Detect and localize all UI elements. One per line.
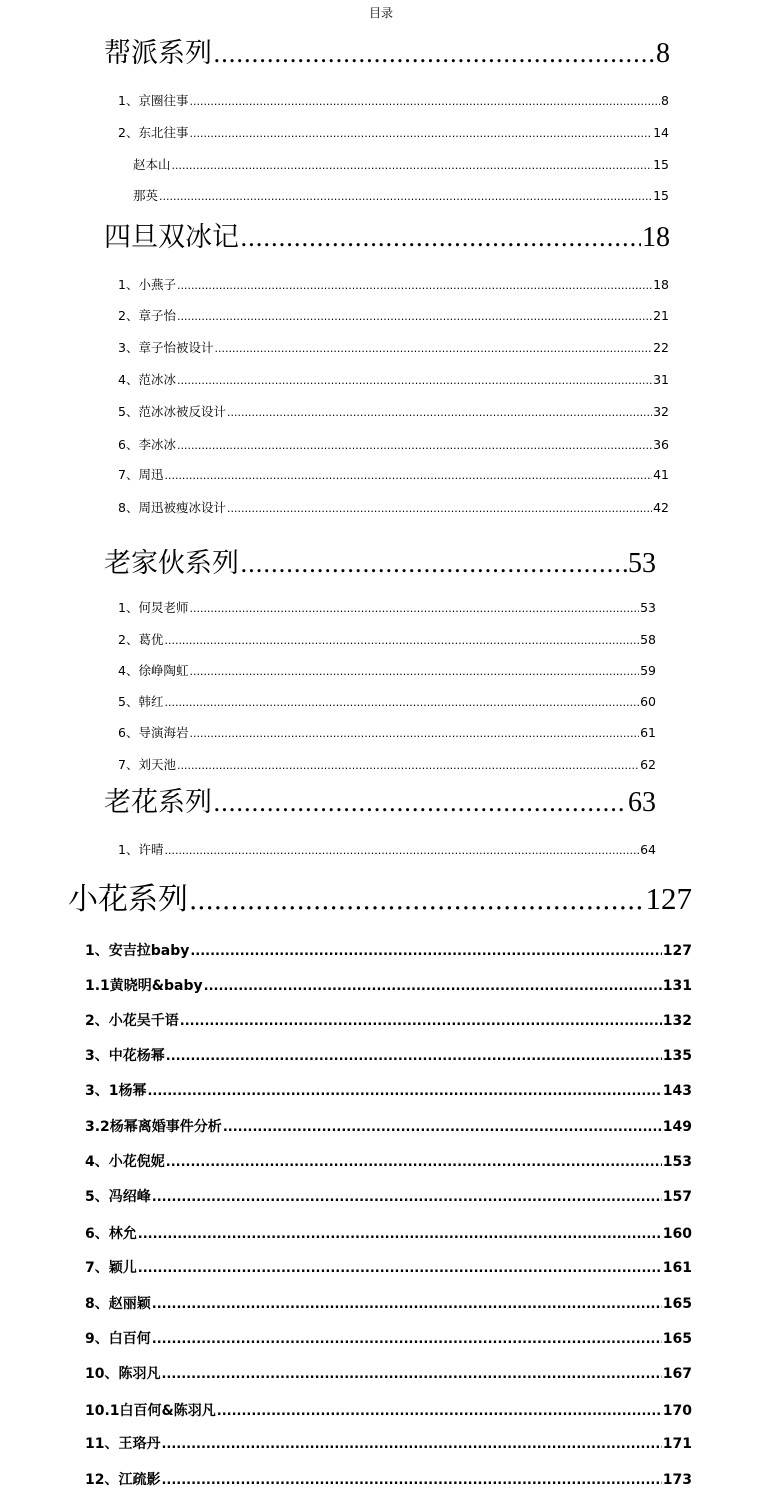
- entry-page-number: 14: [653, 125, 669, 140]
- dot-leader: [166, 1153, 662, 1173]
- entry-title: 7、颖儿: [85, 1260, 137, 1276]
- entry-title: 6、导演海岩: [118, 725, 189, 740]
- dot-leader: [189, 93, 660, 111]
- toc-entry[interactable]: [85, 1434, 692, 1454]
- toc-entry[interactable]: [118, 756, 656, 774]
- dot-leader: [147, 1082, 661, 1102]
- toc-section-heading[interactable]: [104, 221, 670, 255]
- toc-entry[interactable]: [118, 662, 656, 680]
- dot-leader: [138, 1225, 662, 1245]
- section-title: 小花系列: [68, 882, 188, 917]
- dot-leader: [223, 1118, 662, 1138]
- entry-page-number: 22: [653, 340, 669, 355]
- toc-entry[interactable]: [85, 1329, 692, 1349]
- section-page-number: 53: [628, 548, 656, 579]
- toc-entry[interactable]: [118, 92, 669, 110]
- dot-leader: [152, 1188, 662, 1208]
- entry-page-number: 157: [662, 1189, 692, 1205]
- dot-leader: [213, 786, 627, 820]
- dot-leader: [227, 500, 652, 518]
- entry-page-number: 61: [640, 725, 656, 740]
- toc-entry[interactable]: [133, 156, 669, 174]
- entry-page-number: 171: [662, 1436, 692, 1452]
- toc-entry[interactable]: [118, 403, 669, 421]
- toc-entry[interactable]: [118, 124, 669, 142]
- toc-entry[interactable]: [85, 1470, 692, 1490]
- entry-title: 1.1黄晓明&baby: [85, 978, 203, 994]
- entry-page-number: 173: [662, 1472, 692, 1488]
- dot-leader: [159, 188, 652, 206]
- dot-leader: [152, 1330, 662, 1350]
- entry-title: 4、徐峥陶虹: [118, 663, 189, 678]
- dot-leader: [177, 277, 652, 295]
- entry-page-number: 167: [662, 1366, 692, 1382]
- entry-page-number: 53: [640, 600, 656, 615]
- toc-section-heading[interactable]: [104, 37, 670, 71]
- toc-entry[interactable]: [118, 307, 669, 325]
- toc-entry[interactable]: [85, 1011, 692, 1031]
- toc-entry[interactable]: [118, 499, 669, 517]
- toc-entry[interactable]: [118, 631, 656, 649]
- entry-title: 9、白百何: [85, 1331, 151, 1347]
- entry-title: 11、王珞丹: [85, 1436, 161, 1452]
- toc-entry[interactable]: [85, 976, 692, 996]
- toc-section-heading[interactable]: [68, 880, 692, 918]
- dot-leader: [161, 1435, 661, 1455]
- entry-page-number: 143: [662, 1083, 692, 1099]
- entry-page-number: 59: [640, 663, 656, 678]
- section-title: 老花系列: [104, 787, 212, 818]
- entry-title: 2、章子怡: [118, 308, 176, 323]
- entry-title: 3、章子怡被设计: [118, 340, 214, 355]
- toc-entry[interactable]: [118, 371, 669, 389]
- entry-page-number: 165: [662, 1331, 692, 1347]
- dot-leader: [172, 157, 653, 175]
- entry-title: 10.1白百何&陈羽凡: [85, 1403, 216, 1419]
- dot-leader: [190, 942, 661, 962]
- toc-entry[interactable]: [133, 187, 669, 205]
- dot-leader: [240, 221, 641, 255]
- entry-page-number: 153: [662, 1154, 692, 1170]
- dot-leader: [189, 600, 639, 618]
- entry-title: 5、范冰冰被反设计: [118, 404, 226, 419]
- dot-leader: [166, 1047, 662, 1067]
- dot-leader: [214, 340, 652, 358]
- entry-page-number: 58: [640, 632, 656, 647]
- toc-section-heading[interactable]: [104, 786, 656, 820]
- section-title: 老家伙系列: [104, 548, 239, 579]
- entry-title: 赵本山: [133, 157, 171, 172]
- toc-entry[interactable]: [85, 1187, 692, 1207]
- toc-entry[interactable]: [85, 1364, 692, 1384]
- entry-page-number: 170: [662, 1403, 692, 1419]
- entry-title: 1、京圈往事: [118, 93, 189, 108]
- entry-title: 3.2杨幂离婚事件分析: [85, 1119, 222, 1135]
- section-page-number: 8: [656, 38, 670, 69]
- toc-entry[interactable]: [118, 841, 656, 859]
- section-title: 四旦双冰记: [104, 222, 239, 253]
- dot-leader: [189, 882, 645, 920]
- entry-title: 4、范冰冰: [118, 372, 176, 387]
- entry-page-number: 127: [662, 943, 692, 959]
- entry-page-number: 41: [653, 467, 669, 482]
- dot-leader: [217, 1402, 662, 1422]
- dot-leader: [177, 757, 639, 775]
- dot-leader: [189, 125, 652, 143]
- section-page-number: 18: [642, 222, 670, 253]
- entry-page-number: 15: [653, 188, 669, 203]
- entry-page-number: 165: [662, 1296, 692, 1312]
- entry-page-number: 62: [640, 757, 656, 772]
- entry-title: 12、江疏影: [85, 1472, 161, 1488]
- dot-leader: [161, 1365, 661, 1385]
- dot-leader: [227, 404, 652, 422]
- dot-leader: [152, 1295, 662, 1315]
- dot-leader: [164, 467, 652, 485]
- entry-title: 2、东北往事: [118, 125, 189, 140]
- entry-title: 那英: [133, 188, 159, 203]
- entry-title: 7、周迅: [118, 467, 164, 482]
- entry-page-number: 15: [653, 157, 669, 172]
- dot-leader: [164, 694, 639, 712]
- dot-leader: [164, 842, 639, 860]
- toc-entry[interactable]: [118, 693, 656, 711]
- entry-page-number: 42: [653, 500, 669, 515]
- toc-entry[interactable]: [85, 1046, 692, 1066]
- entry-page-number: 160: [662, 1226, 692, 1242]
- entry-title: 4、小花倪妮: [85, 1154, 165, 1170]
- toc-entry[interactable]: [118, 466, 669, 484]
- dot-leader: [189, 663, 639, 681]
- toc-entry[interactable]: [85, 941, 692, 961]
- dot-leader: [164, 632, 639, 650]
- entry-title: 6、林允: [85, 1226, 137, 1242]
- entry-title: 10、陈羽凡: [85, 1366, 161, 1382]
- entry-title: 8、周迅被瘦冰设计: [118, 500, 226, 515]
- entry-title: 2、葛优: [118, 632, 164, 647]
- entry-page-number: 21: [653, 308, 669, 323]
- entry-page-number: 149: [662, 1119, 692, 1135]
- dot-leader: [138, 1259, 662, 1279]
- dot-leader: [204, 977, 662, 997]
- entry-title: 1、小燕子: [118, 277, 176, 292]
- toc-entry[interactable]: [85, 1258, 692, 1278]
- entry-page-number: 32: [653, 404, 669, 419]
- entry-page-number: 60: [640, 694, 656, 709]
- section-page-number: 127: [645, 881, 692, 916]
- entry-page-number: 31: [653, 372, 669, 387]
- toc-entry[interactable]: [85, 1401, 692, 1421]
- entry-page-number: 131: [662, 978, 692, 994]
- dot-leader: [177, 372, 652, 390]
- dot-leader: [240, 547, 627, 581]
- dot-leader: [189, 725, 639, 743]
- entry-title: 2、小花吴千语: [85, 1013, 179, 1029]
- entry-page-number: 64: [640, 842, 656, 857]
- entry-title: 3、1杨幂: [85, 1083, 147, 1099]
- entry-title: 3、中花杨幂: [85, 1048, 165, 1064]
- entry-title: 1、何炅老师: [118, 600, 189, 615]
- toc-entry[interactable]: [118, 276, 669, 294]
- dot-leader: [161, 1471, 661, 1491]
- dot-leader: [180, 1012, 662, 1032]
- toc-entry[interactable]: [118, 436, 669, 454]
- dot-leader: [213, 37, 655, 71]
- toc-entry[interactable]: [118, 724, 656, 742]
- toc-entry[interactable]: [85, 1294, 692, 1314]
- toc-entry[interactable]: [118, 599, 656, 617]
- toc-section-heading[interactable]: [104, 547, 656, 581]
- entry-title: 7、刘天池: [118, 757, 176, 772]
- entry-page-number: 18: [653, 277, 669, 292]
- dot-leader: [177, 437, 652, 455]
- dot-leader: [177, 308, 652, 326]
- toc-entry[interactable]: [85, 1081, 692, 1101]
- toc-entry[interactable]: [85, 1152, 692, 1172]
- entry-page-number: 132: [662, 1013, 692, 1029]
- entry-title: 1、许晴: [118, 842, 164, 857]
- entry-title: 1、安吉拉baby: [85, 943, 190, 959]
- entry-title: 5、冯绍峰: [85, 1189, 151, 1205]
- entry-title: 8、赵丽颖: [85, 1296, 151, 1312]
- entry-title: 6、李冰冰: [118, 437, 176, 452]
- toc-entry[interactable]: [118, 339, 669, 357]
- entry-page-number: 135: [662, 1048, 692, 1064]
- entry-title: 5、韩红: [118, 694, 164, 709]
- toc-entry[interactable]: [85, 1117, 692, 1137]
- entry-page-number: 8: [661, 93, 669, 108]
- toc-entry[interactable]: [85, 1224, 692, 1244]
- section-page-number: 63: [628, 787, 656, 818]
- entry-page-number: 36: [653, 437, 669, 452]
- document-title: 目录: [368, 6, 393, 20]
- entry-page-number: 161: [662, 1260, 692, 1276]
- section-title: 帮派系列: [104, 38, 212, 69]
